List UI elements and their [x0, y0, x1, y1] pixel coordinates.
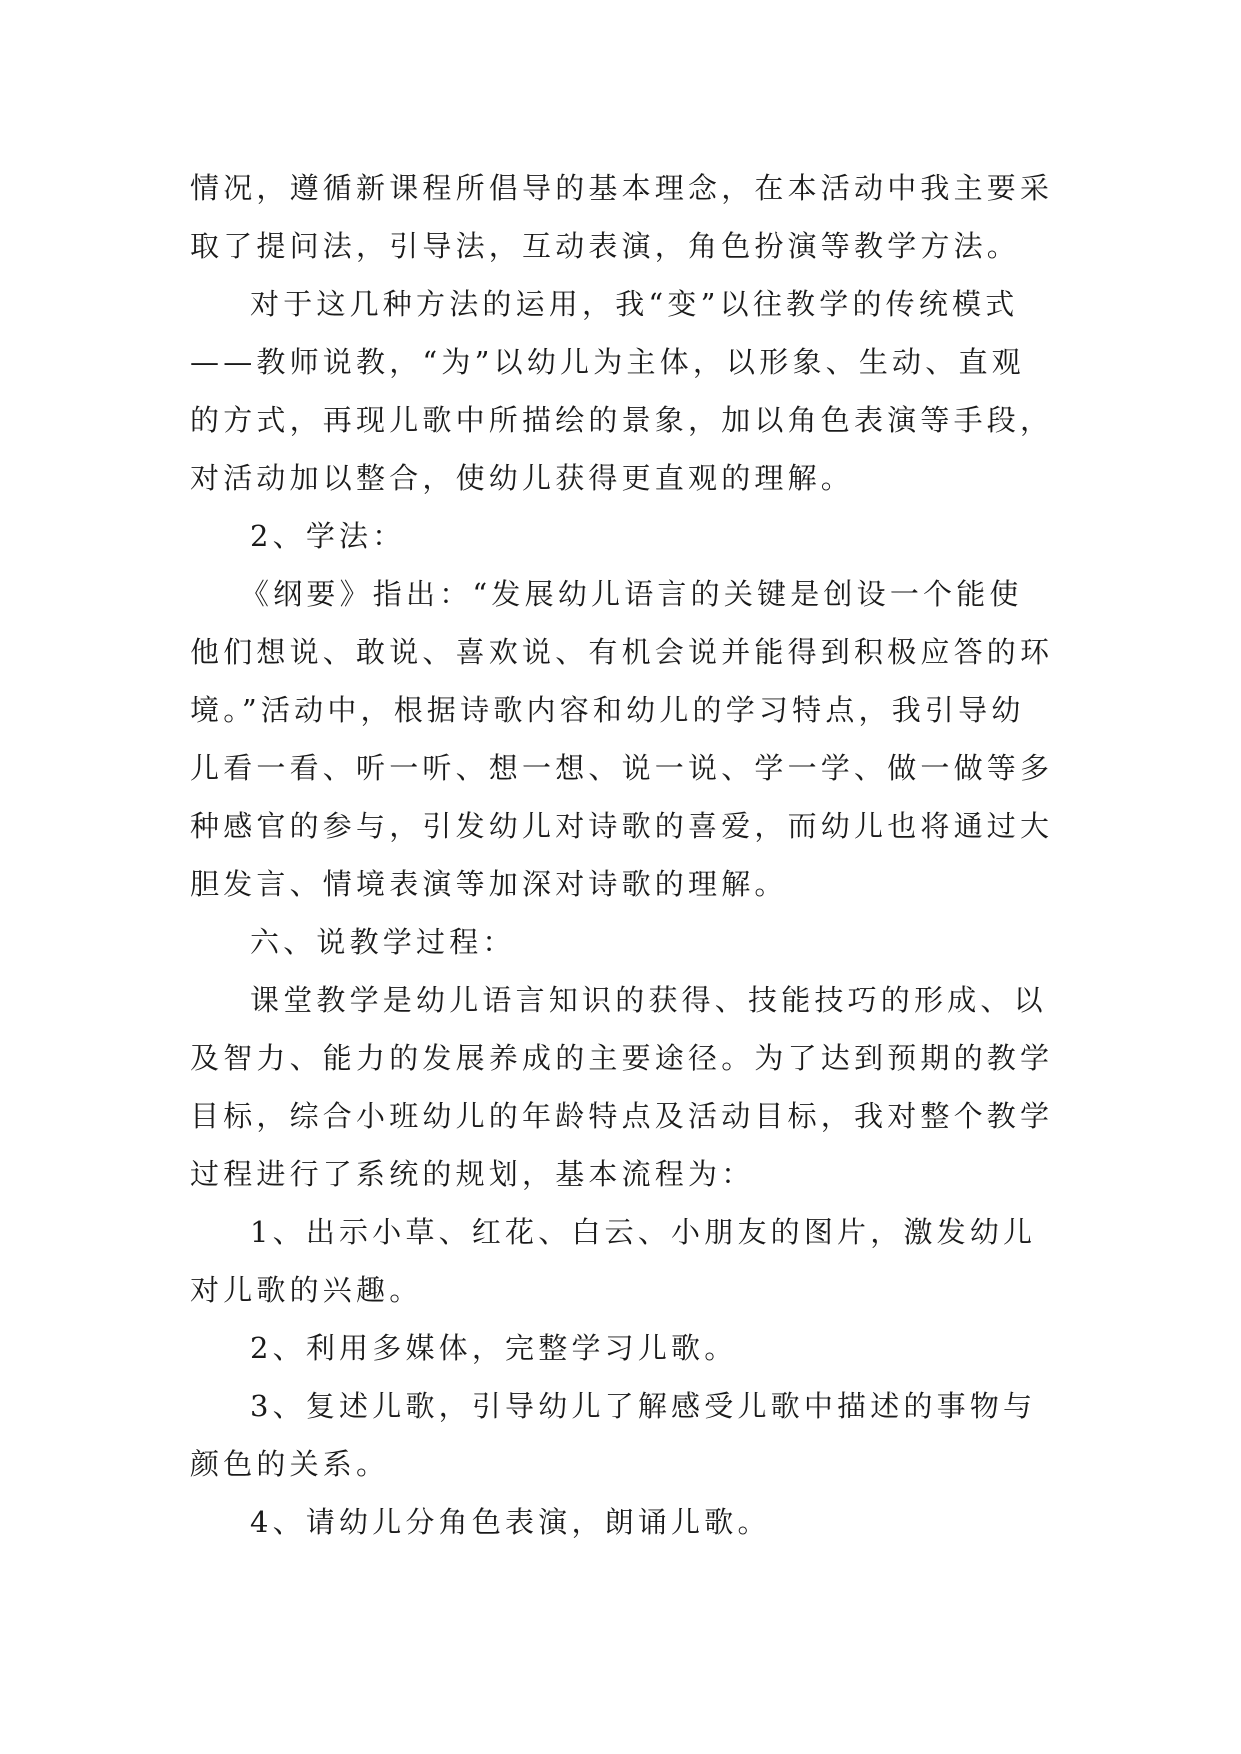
text-line: 取了提问法，引导法，互动表演，角色扮演等教学方法。 — [190, 229, 1021, 263]
text-line: 胆发言、情境表演等加深对诗歌的理解。 — [190, 867, 788, 901]
section-heading: 六、说教学过程： — [250, 925, 516, 959]
text-line: 目标，综合小班幼儿的年龄特点及活动目标，我对整个教学 — [190, 1099, 1054, 1133]
list-item: 4、请幼儿分角色表演，朗诵儿歌。 — [250, 1505, 771, 1539]
text-line: 种感官的参与，引发幼儿对诗歌的喜爱，而幼儿也将通过大 — [190, 809, 1054, 843]
text-line: 颜色的关系。 — [190, 1447, 390, 1481]
text-line: 对于这几种方法的运用，我“变”以往教学的传统模式 — [250, 287, 1019, 321]
list-item: 3、复述儿歌，引导幼儿了解感受儿歌中描述的事物与 — [250, 1389, 1037, 1423]
text-line: 过程进行了系统的规划，基本流程为： — [190, 1157, 755, 1191]
text-line: 儿看一看、听一听、想一想、说一说、学一学、做一做等多 — [190, 751, 1054, 785]
text-line: 课堂教学是幼儿语言知识的获得、技能技巧的形成、以 — [250, 983, 1047, 1017]
section-heading: 2、学法： — [250, 519, 406, 553]
list-item: 2、利用多媒体，完整学习儿歌。 — [250, 1331, 738, 1365]
text-line: 《纲要》指出：“发展幼儿语言的关键是创设一个能使 — [240, 577, 1023, 611]
text-line: 他们想说、敢说、喜欢说、有机会说并能得到积极应答的环 — [190, 635, 1054, 669]
list-item: 1、出示小草、红花、白云、小朋友的图片，激发幼儿 — [250, 1215, 1037, 1249]
text-line: ——教师说教，“为”以幼儿为主体，以形象、生动、直观 — [190, 345, 1025, 379]
text-line: 情况，遵循新课程所倡导的基本理念，在本活动中我主要采 — [190, 171, 1054, 205]
text-line: 及智力、能力的发展养成的主要途径。为了达到预期的教学 — [190, 1041, 1054, 1075]
text-line: 境。”活动中，根据诗歌内容和幼儿的学习特点，我引导幼 — [190, 693, 1025, 727]
text-line: 对活动加以整合，使幼儿获得更直观的理解。 — [190, 461, 855, 495]
text-line: 对儿歌的兴趣。 — [190, 1273, 423, 1307]
text-line: 的方式，再现儿歌中所描绘的景象，加以角色表演等手段， — [190, 403, 1054, 437]
